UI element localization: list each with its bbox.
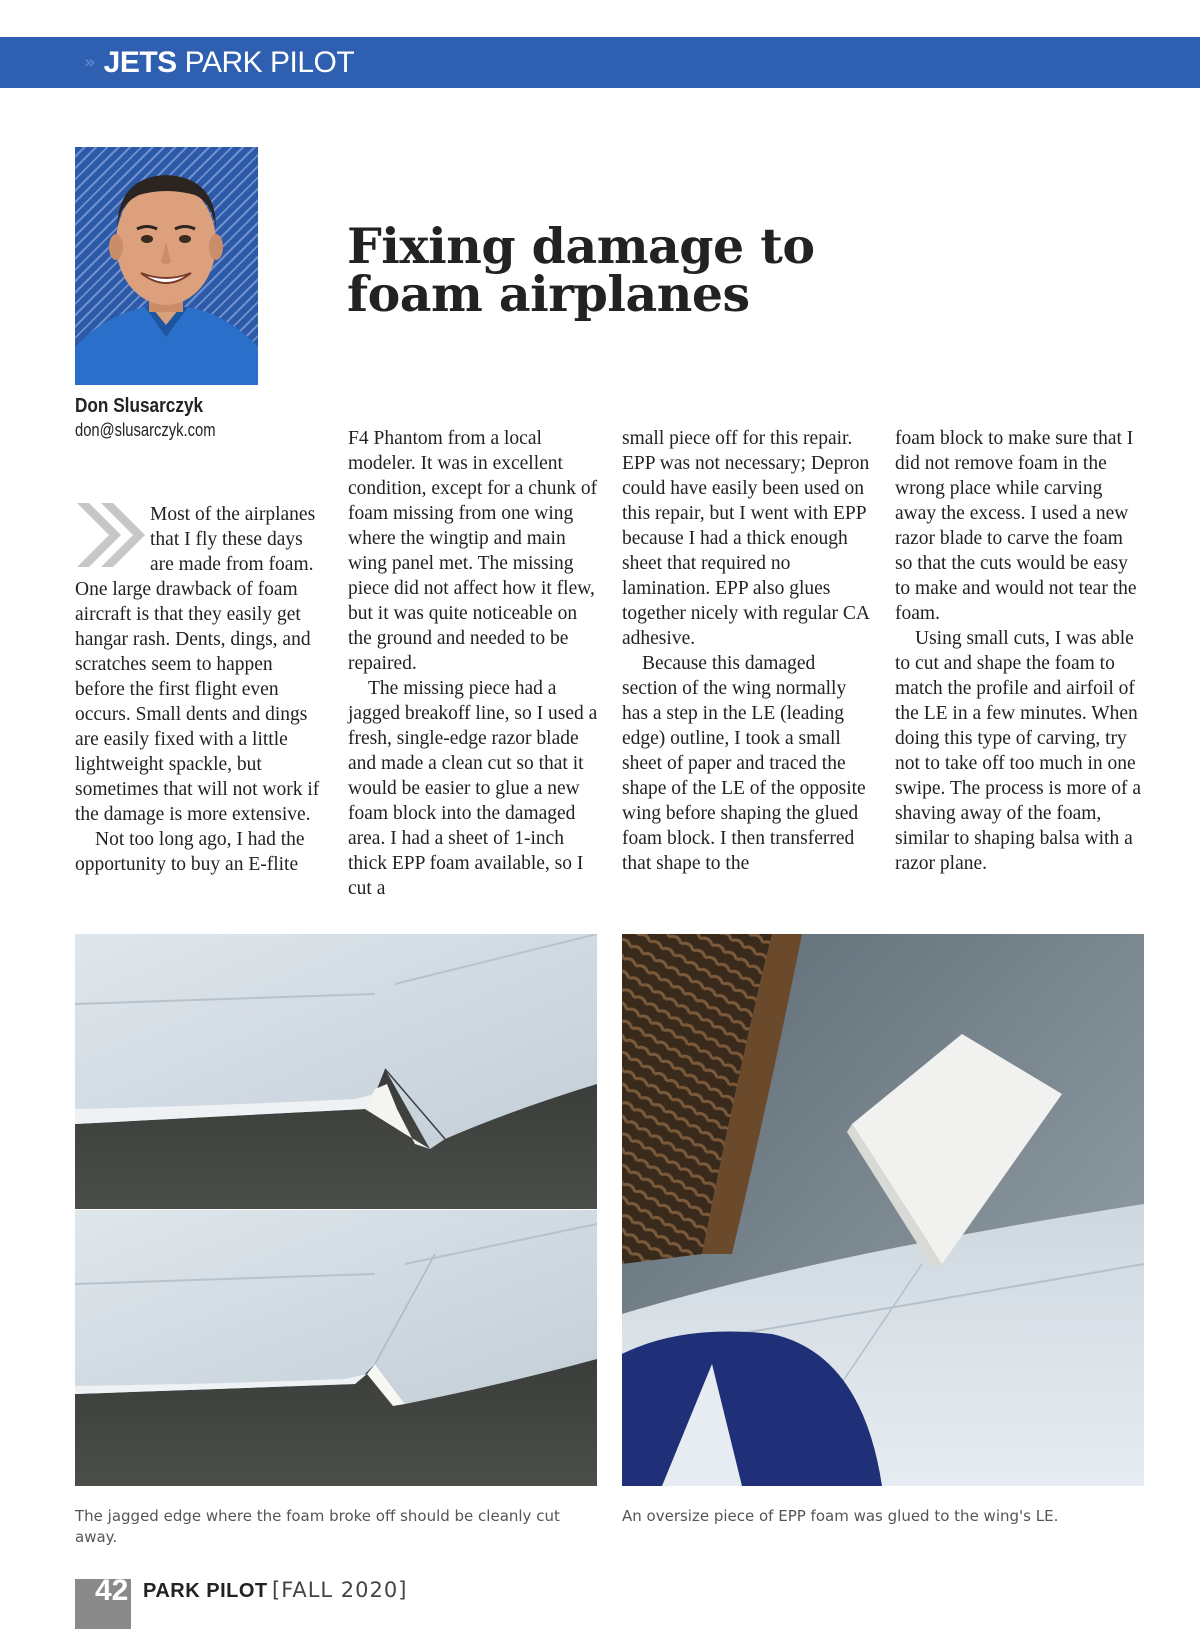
page-number: 42 (95, 1574, 129, 1607)
paragraph: Not too long ago, I had the opportunity to buy an E-flite (75, 829, 305, 875)
author-portrait-illustration (75, 147, 258, 385)
section-header-bar (0, 37, 1200, 88)
photo-jagged-edge (75, 934, 597, 1486)
article-column-2 (348, 426, 598, 901)
photo-caption-right: An oversize piece of EPP foam was glued to the wing's LE. (622, 1507, 1059, 1525)
article-column-1 (75, 502, 323, 877)
paragraph: Because this damaged section of the wing normally has a step in the LE (leading edge) outline, I took a small sheet of paper and traced the shape of the LE of the opposite wing before shaping the glued foam block. I then transferred that shape to the (622, 653, 866, 874)
photo-caption-left: The jagged edge where the foam broke off should be cleanly cut away. (75, 1507, 560, 1546)
paragraph: foam block to make sure that I did not remove foam in the wrong place while carving away the excess. I used a new razor blade to carve the foam so that the cuts would be easy to make and would not tear the foam. (895, 428, 1137, 624)
footer-magazine-name: PARK PILOT (143, 1580, 268, 1602)
photo-glued-foam-block (622, 934, 1144, 1486)
footer-issue: [FALL 2020] (272, 1578, 408, 1602)
paragraph: The missing piece had a jagged breakoff line, so I used a fresh, single-edge razor blade and made a clean cut so that it would be easier to glue a new foam block into the damaged area. I had a sheet of 1-inch thick EPP foam available, so I cut a (348, 678, 598, 899)
author-email[interactable]: don@slusarczyk.com (75, 420, 216, 440)
article-column-3 (622, 426, 872, 876)
author-name: Don Slusarczyk (75, 395, 204, 417)
title-line-1: Fixing damage to (347, 217, 815, 275)
section-subtitle: PARK PILOT (184, 45, 355, 79)
wing-damage-illustration (75, 934, 597, 1486)
paragraph: Most of the airplanes that I fly these days are made from foam. One large drawback of foam aircraft is that they easily get hangar rash. Dents, dings, and scratches seem to happen before the first flight even occurs. Small dents and dings are easily fixed with a little lightweight spackle, but sometimes that will not work if the damage is more extensive. (75, 504, 320, 825)
title-line-2: foam airplanes (347, 265, 750, 323)
paragraph: small piece off for this repair. EPP was not necessary; Depron could have easily been used on this repair, but I went with EPP because I had a thick enough sheet that required no lamination. EPP also glues together nicely with regular CA adhesive. (622, 428, 870, 649)
section-title: JETS (103, 45, 177, 79)
author-photo (75, 147, 258, 385)
article-column-4 (895, 426, 1145, 876)
double-chevron-icon (75, 499, 150, 571)
double-chevron-icon: » (84, 52, 96, 73)
paragraph: Using small cuts, I was able to cut and shape the foam to match the profile and airfoil of the LE in a few minutes. When doing this type of carving, try not to take off too much in one swipe. The process is more of a shaving away of the foam, similar to shaping balsa with a razor plane. (895, 628, 1142, 874)
foam-block-illustration (622, 934, 1144, 1486)
article-title (347, 217, 907, 323)
paragraph: F4 Phantom from a local modeler. It was in excellent condition, except for a chunk of foam missing from one wing where the wingtip and main wing panel met. The missing piece did not affect how it flew, but it was quite noticeable on the ground and needed to be repaired. (348, 428, 598, 674)
